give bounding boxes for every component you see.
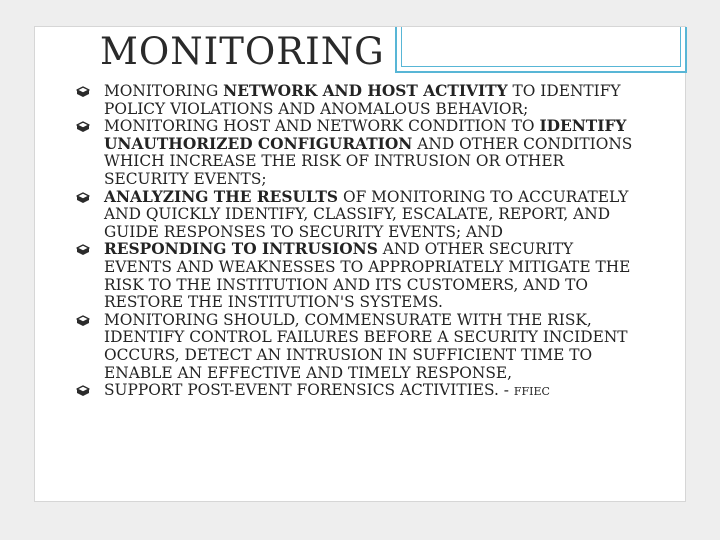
- bullet-text-emphasis: IDENTIFY UNAUTHORIZED CONFIGURATION: [104, 117, 627, 153]
- box-bullet-icon: [76, 244, 90, 256]
- bullet-item: [76, 312, 636, 382]
- bullet-text-lead: MONITORING HOST AND NETWORK CONDITION TO: [104, 117, 540, 136]
- bullet-text-lead: MONITORING: [104, 82, 224, 100]
- box-bullet-icon: [76, 315, 90, 327]
- bullet-text-lead: SUPPORT POST-EVENT FORENSICS ACTIVITIES. -: [104, 381, 514, 400]
- bullet-text-emphasis: RESPONDING TO INTRUSIONS: [104, 240, 378, 259]
- box-bullet-icon: [76, 121, 90, 133]
- box-bullet-icon: [76, 192, 90, 204]
- bullet-text-emphasis: ANALYZING THE RESULTS: [104, 187, 339, 206]
- accent-inner-border: [401, 27, 681, 67]
- slide-title: MONITORING: [100, 30, 385, 73]
- bullet-text-lead: MONITORING SHOULD, COMMENSURATE WITH THE RISK, IDENTIFY CONTROL FAILURES BEFORE A SECURITY INCIDENT OCCURS, DETECT AN INTRUSION IN SUFFICIENT TIME TO ENABLE AN EFFECTIVE AND TIMELY RESPONSE,: [104, 310, 628, 382]
- box-bullet-icon: [76, 86, 90, 98]
- bullet-text-rest: AND OTHER CONDITIONS WHICH INCREASE THE RISK OF INTRUSION OR OTHER SECURITY EVENTS;: [104, 134, 633, 188]
- bullet-text-rest: TO IDENTIFY POLICY VIOLATIONS AND ANOMALOUS BEHAVIOR;: [104, 82, 621, 118]
- attribution: FFIEC: [513, 385, 550, 399]
- bullet-list: [76, 83, 636, 401]
- bullet-item: [76, 83, 636, 118]
- bullet-item: [76, 241, 636, 311]
- bullet-item: [76, 189, 636, 242]
- bullet-text-emphasis: NETWORK AND HOST ACTIVITY: [223, 82, 508, 100]
- bullet-text-rest: OF MONITORING TO ACCURATELY AND QUICKLY IDENTIFY, CLASSIFY, ESCALATE, REPORT, AND GUIDE RESPONSES TO SECURITY EVENTS; AND: [104, 187, 629, 241]
- bullet-text-rest: AND OTHER SECURITY EVENTS AND WEAKNESSES TO APPROPRIATELY MITIGATE THE RISK TO THE INSTITUTION AND ITS CUSTOMERS, AND TO RESTORE THE INSTITUTION'S SYSTEMS.: [104, 240, 631, 312]
- bullet-item: [76, 118, 636, 188]
- bullet-item: [76, 382, 636, 401]
- accent-box: [395, 27, 687, 73]
- box-bullet-icon: [76, 385, 90, 397]
